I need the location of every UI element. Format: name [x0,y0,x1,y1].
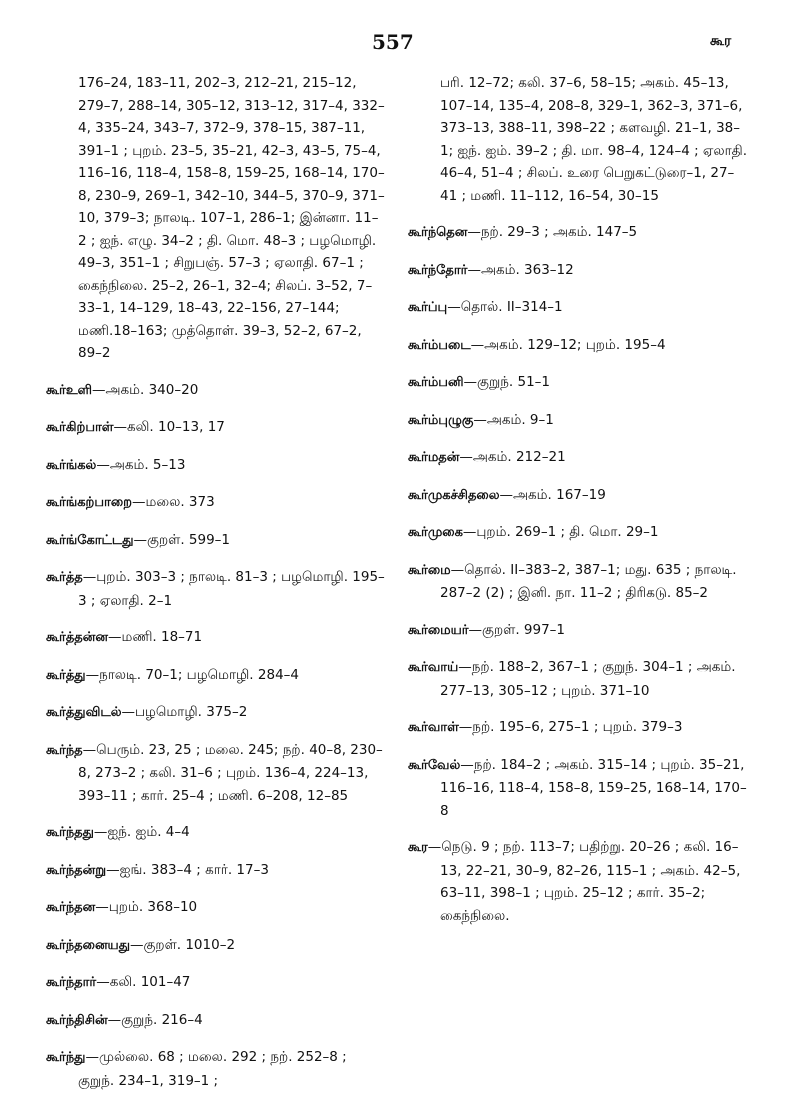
left-column [46,72,386,1106]
entry-dash: — [458,719,473,735]
index-entry [46,626,386,650]
entry-references: நாலடி. 70–1; பழமொழி. 284–4 [99,666,299,683]
entry-headword: கூர்த்த [46,570,83,585]
entry-dash: — [459,449,473,465]
entry-headword: கூர்ந்தோர் [408,262,468,278]
entry-headword: கூர்ம்படை [408,337,471,353]
entry-dash: — [121,704,135,720]
entry-references: அகம். 5–13 [109,456,186,473]
entry-headword: கூர்ந்தனையது [46,937,130,953]
entry-dash: — [450,561,465,578]
index-entry [408,259,748,283]
index-entry [46,454,386,478]
entry-headword: கூர்கிற்பாள் [46,420,114,435]
entry-headword: கூர்ந்தது [46,825,94,840]
entry-headword: கூர்ங்கோட்டது [46,532,134,548]
entry-dash: — [96,456,110,473]
entry-references: ஐந். ஐம். 4–4 [107,824,190,840]
entry-headword: கூர்ந்திசின் [46,1012,108,1028]
entry-dash: — [93,824,108,840]
entry-dash: — [463,374,478,390]
entry-dash: — [107,629,122,645]
index-entry [46,1009,386,1033]
entry-references: குறுந். 216–4 [121,1011,203,1028]
right-column [408,72,748,941]
entry-references: கலி. 101–47 [109,974,191,990]
entry-headword: கூர்உளி [46,382,92,398]
entry-dash: — [427,839,442,855]
index-entry [408,754,748,823]
index-entry [408,221,748,245]
entry-references: நற். 188–2, 367–1 ; குறுந். 304–1 ; அகம். 277–13, 305–12 ; புறம். 371–10 [440,659,736,699]
entry-references: நற். 184–2 ; அகம். 315–14 ; புறம். 35–21, 116–16, 118–4, 158–8, 159–25, 168–14, 170–8 [440,756,747,819]
entry-references: பரி. 12–72; கலி. 37–6, 58–15; அகம். 45–13, 107–14, 135–4, 208–8, 329–1, 362–3, 371–6, 373–13, 388–11, 398–22 ; களவழி. 21–1, 38–1; ஐந். ஐம். 39–2 ; தி. மா. 98–4, 124–4 ; ஏலாதி. 46–4, 51–4 ; சிலப். உரை பெறுகட்டுரை–1, 27–41 ; மணி. 11–112, 16–54, 30–15 [440,75,748,204]
entry-headword: கூர்ந்தார் [46,975,97,990]
index-entry [46,739,386,808]
entry-references: அகம். 129–12; புறம். 195–4 [484,336,666,353]
entry-headword: கூர்மை [408,562,451,578]
index-entry [46,664,386,688]
entry-headword: கூர்ம்பனி [408,375,464,390]
entry-headword: கூர்ந்தன்று [46,862,107,878]
index-entry [408,559,748,605]
entry-references: புறம். 269–1 ; தி. மொ. 29–1 [476,524,659,540]
entry-references: நற். 29–3 ; அகம். 147–5 [480,224,638,240]
entry-references: அகம். 9–1 [486,411,554,428]
entry-headword: கூர்த்தன்ன [46,630,108,645]
index-entry [408,656,748,702]
entry-dash: — [106,861,120,878]
index-entry [46,416,386,440]
entry-references: புறம். 303–3 ; நாலடி. 81–3 ; பழமொழி. 195–3 ; ஏலாதி. 2–1 [78,569,385,609]
entry-references: நெடு. 9 ; நற். 113–7; பதிற்று. 20–26 ; கலி. 16–13, 22–21, 30–9, 82–26, 115–1 ; அகம். 42–5, 63–11, 398–1 ; புறம். 25–12 ; கார். 35–2; கைந்நிலை. [440,839,741,924]
entry-dash: — [82,569,97,585]
entry-dash: — [107,1011,122,1028]
entry-references: 176–24, 183–11, 202–3, 212–21, 215–12, 279–7, 288–14, 305–12, 313–12, 317–4, 332–4, 335–24, 343–7, 372–9, 378–15, 387–11, 391–1 ; புறம். 23–5, 35–21, 42–3, 43–5, 75–4, 116–16, 118–4, 158–8, 159–25, 168–14, 170–8, 230–9, 269–1, 342–10, 344–5, 370–9, 371–10, 379–3; நாலடி. 107–1, 286–1; இன்னா. 11–2 ; ஐந். எழு. 34–2 ; தி. மொ. 48–3 ; பழமொழி. 49–3, 351–1 ; சிறுபஞ். 57–3 ; ஏலாதி. 67–1 ; கைந்நிலை. 25–2, 26–1, 32–4; சிலப். 3–52, 7–33–1, 14–129, 18–43, 22–156, 27–144; மணி.18–163; முத்தொள். 39–3, 52–2, 67–2, 89–2 [78,75,385,361]
index-entry [408,484,748,508]
entry-dash: — [458,659,472,675]
entry-headword: கூர்ம்புழுகு [408,412,474,428]
entry-headword: கூர்ந்தென [408,225,468,240]
entry-dash: — [85,666,100,683]
entry-headword: கூர்முகை [408,525,463,540]
entry-dash: — [468,621,483,638]
entry-dash: — [447,299,461,315]
entry-dash: — [85,1049,99,1065]
entry-dash: — [462,524,477,540]
entry-headword: கூர்முகச்சிதலை [408,487,500,503]
entry-references: அகம். 212–21 [472,449,566,465]
index-entry [408,371,748,395]
entry-headword: கூர்ங்கற்பாறை [46,495,132,510]
entry-dash: — [132,494,146,510]
index-entry [408,716,748,740]
index-entry [46,1046,386,1092]
index-entry [46,529,386,553]
entry-references: முல்லை. 68 ; மலை. 292 ; நற். 252–8 ; குறுந். 234–1, 319–1 ; [78,1049,347,1089]
entry-dash: — [460,756,474,773]
entry-dash: — [92,381,106,398]
index-entry [46,934,386,958]
entry-references: குறள். 1010–2 [143,936,236,953]
entry-headword: கூர்மையர் [408,622,469,638]
entry-dash: — [467,224,481,240]
entry-headword: கூர்வாய் [408,660,459,675]
entry-headword: கூர்வாள் [408,720,459,735]
entry-headword: கூர்த்து [46,667,86,683]
entry-dash: — [133,531,148,548]
entry-headword: கூர்மதன் [408,450,460,465]
index-entry [408,619,748,643]
index-entry [46,821,386,845]
running-head: கூர [710,33,732,49]
entry-references: மலை. 373 [145,494,215,510]
entry-references: தொல். II–383–2, 387–1; மது. 635 ; நாலடி. 287–2 (2) ; இனி. நா. 11–2 ; திரிகடு. 85–2 [440,561,737,601]
index-entry [408,296,748,320]
entry-references: அகம். 363–12 [480,261,574,278]
entry-headword: கூர்ந்தன [46,900,96,915]
index-entry [408,409,748,433]
index-entry [408,446,748,470]
entry-dash: — [467,261,481,278]
entry-references: மணி. 18–71 [121,629,203,645]
entry-dash: — [96,974,110,990]
index-entry [408,836,748,927]
entry-dash: — [113,419,128,435]
index-entry [46,859,386,883]
entry-headword: கூர [408,840,428,855]
entry-dash: — [470,336,485,353]
entry-references: கலி. 10–13, 17 [127,419,225,435]
entry-references: பழமொழி. 375–2 [135,704,248,720]
entry-dash: — [473,411,487,428]
entry-headword: கூர்வேல் [408,757,461,773]
entry-dash: — [82,741,97,758]
entry-headword: கூர்ந்த [46,742,83,758]
entry-headword: கூர்த்துவிடல் [46,705,122,720]
entry-references: குறள். 599–1 [147,531,231,548]
entry-headword: கூர்ப்பு [408,300,448,315]
index-entry [46,566,386,612]
entry-references: ஐங். 383–4 ; கார். 17–3 [119,861,269,878]
index-entry [408,334,748,358]
entry-references: அகம். 340–20 [105,381,199,398]
page-number: 557 [372,30,414,54]
entry-references: அகம். 167–19 [513,486,606,503]
index-entry [46,896,386,920]
entry-dash: — [95,899,109,915]
index-entry [408,72,748,207]
index-entry [46,491,386,515]
entry-dash: — [129,936,144,953]
entry-references: குறள். 997–1 [482,621,566,638]
index-entry [408,521,748,545]
index-entry [46,72,386,365]
entry-headword: கூர்ங்கல் [46,457,97,473]
index-entry [46,971,386,995]
entry-references: தொல். II–314–1 [460,299,563,315]
index-entry [46,379,386,403]
entry-references: பெரும். 23, 25 ; மலை. 245; நற். 40–8, 230–8, 273–2 ; கலி. 31–6 ; புறம். 136–4, 224–13, 393–11 ; கார். 25–4 ; மணி. 6–208, 12–85 [78,741,383,804]
entry-references: நற். 195–6, 275–1 ; புறம். 379–3 [472,719,683,735]
entry-references: புறம். 368–10 [108,899,198,915]
index-entry [46,701,386,725]
entry-headword: கூர்ந்து [46,1050,86,1065]
entry-dash: — [499,486,514,503]
entry-references: குறுந். 51–1 [477,374,550,390]
page-header [0,30,800,60]
